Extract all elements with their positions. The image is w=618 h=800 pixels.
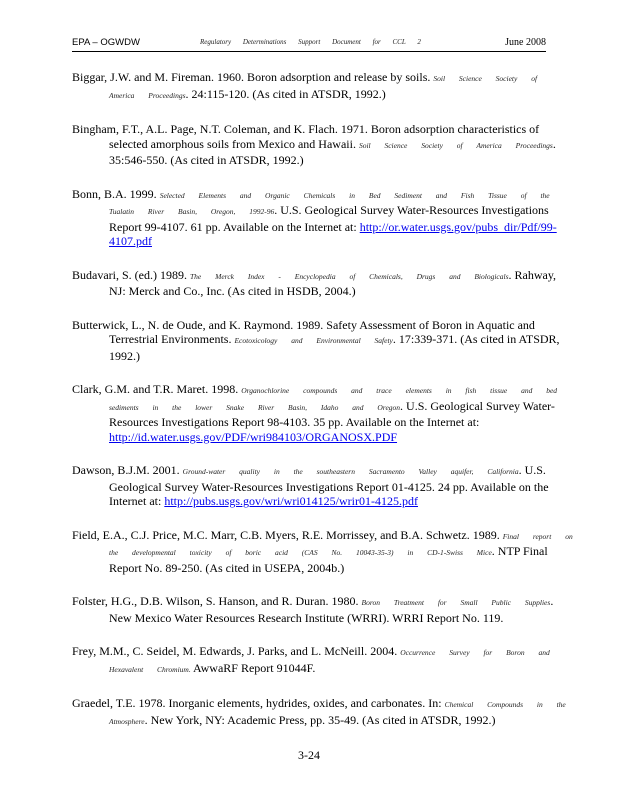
reference-publication-title: Final report on the developmental toxicity of boric acid (CAS No. 10043-35-3) in CD-1-Swiss Mice (109, 531, 573, 557)
reference-entry (72, 644, 574, 677)
reference-text: Butterwick, L., N. de Oude, and K. Raymond. 1989. Safety Assessment of Boron in Aquatic and Terrestrial Environments. (72, 317, 535, 346)
reference-link[interactable]: http://id.water.usgs.gov/PDF/wri984103/ORGANOSX.PDF (109, 429, 398, 444)
page-header (72, 37, 546, 51)
header-rule (72, 51, 546, 52)
header-agency: EPA – OGWDW (72, 37, 140, 48)
reference-text: . 17:339-371. (As cited in ATSDR, 1992.) (109, 332, 560, 363)
reference-publication-title: Boron Treatment for Small Public Supplies (361, 598, 551, 607)
reference-publication-title: Selected Elements and Organic Chemicals in Bed Sediment and Fish Tissue of the Tualatin River Basin, Oregon, 1992-96 (109, 190, 550, 216)
reference-text: Frey, M.M., C. Seidel, M. Edwards, J. Parks, and L. McNeill. 2004. (72, 644, 401, 658)
reference-publication-title: Soil Science Society of America Proceedings (109, 74, 538, 100)
reference-entry (72, 382, 574, 444)
reference-text: Bonn, B.A. 1999. (72, 186, 160, 201)
reference-publication-title: Chemical Compounds in the Atmosphere (109, 700, 566, 726)
reference-text: Clark, G.M. and T.R. Maret. 1998. (72, 382, 242, 396)
reference-entry (72, 268, 574, 299)
reference-entry (72, 187, 574, 249)
reference-text: Folster, H.G., D.B. Wilson, S. Hanson, and R. Duran. 1980. (72, 594, 362, 608)
reference-text: Biggar, J.W. and M. Fireman. 1960. Boron adsorption and release by soils. (72, 70, 434, 84)
reference-text: AwwaRF Report 91044F. (190, 660, 316, 675)
reference-publication-title: Ecotoxicology and Environmental Safety (234, 336, 393, 345)
reference-text: Budavari, S. (ed.) 1989. (72, 267, 190, 282)
reference-text: . 24:115-120. (As cited in ATSDR, 1992.) (185, 86, 386, 101)
reference-text: . NTP Final Report No. 89-250. (As cited in USEPA, 2004b.) (109, 544, 548, 575)
page-number: 3-24 (298, 748, 320, 762)
reference-text: . New Mexico Water Resources Research Institute (WRRI). WRRI Report No. 119. (109, 594, 554, 625)
reference-text: Field, E.A., C.J. Price, M.C. Marr, C.B. Myers, R.E. Morrissey, and B.A. Schwetz. 1989. (72, 527, 503, 542)
reference-publication-title: Soil Science Society of America Proceedings (358, 140, 553, 150)
reference-text: Dawson, B.J.M. 2001. (72, 463, 183, 477)
reference-text: . Rahway, NJ: Merck and Co., Inc. (As cited in HSDB, 2004.) (109, 267, 557, 298)
header-date: June 2008 (505, 37, 546, 48)
reference-entry (72, 122, 574, 168)
reference-entry (72, 70, 574, 103)
reference-entry (72, 696, 574, 729)
reference-text: . U.S. Geological Survey Water-Resources Investigations Report 98-4103. 35 pp. Available on the Internet at: (109, 398, 555, 429)
reference-text: Graedel, T.E. 1978. Inorganic elements, hydrides, oxides, and carbonates. In: (72, 696, 445, 710)
reference-publication-title: Occurrence Survey for Boron and Hexavalent Chromium. (109, 648, 550, 674)
reference-text: . New York, NY: Academic Press, pp. 35-49. (As cited in ATSDR, 1992.) (144, 712, 496, 727)
reference-link[interactable]: http://or.water.usgs.gov/pubs_dir/Pdf/99-4107.pdf (109, 219, 557, 248)
reference-text: . 35:546-550. (As cited in ATSDR, 1992.) (109, 136, 556, 167)
reference-entry (72, 528, 574, 576)
reference-entry (72, 463, 574, 509)
reference-link[interactable]: http://pubs.usgs.gov/wri/wri014125/wrir01-4125.pdf (164, 494, 418, 508)
reference-text: . U.S. Geological Survey Water-Resources Investigations Report 99-4107. 61 pp. Available on the Internet at: (109, 203, 549, 234)
reference-text: . U.S. Geological Survey Water-Resources Investigations Report 01-4125. 24 pp. Available on the Internet at: (109, 463, 549, 508)
header-document-title: Regulatory Determinations Support Document for CCL 2 (200, 38, 421, 46)
reference-list (72, 70, 574, 748)
reference-publication-title: The Merck Index - Encyclopedia of Chemicals, Drugs and Biologicals (189, 271, 509, 281)
reference-text: Bingham, F.T., A.L. Page, N.T. Coleman, and K. Flach. 1971. Boron adsorption characteristics of selected amorphous soils from Mexico and Hawaii. (72, 122, 540, 151)
reference-publication-title: Ground-water quality in the southeastern Sacramento Valley aquifer, California (182, 467, 519, 476)
reference-publication-title: Organochlorine compounds and trace elements in fish tissue and bed sediments in the lower Snake River Basin, Idaho and Oregon (109, 386, 558, 412)
reference-entry (72, 318, 574, 364)
reference-entry (72, 594, 574, 625)
